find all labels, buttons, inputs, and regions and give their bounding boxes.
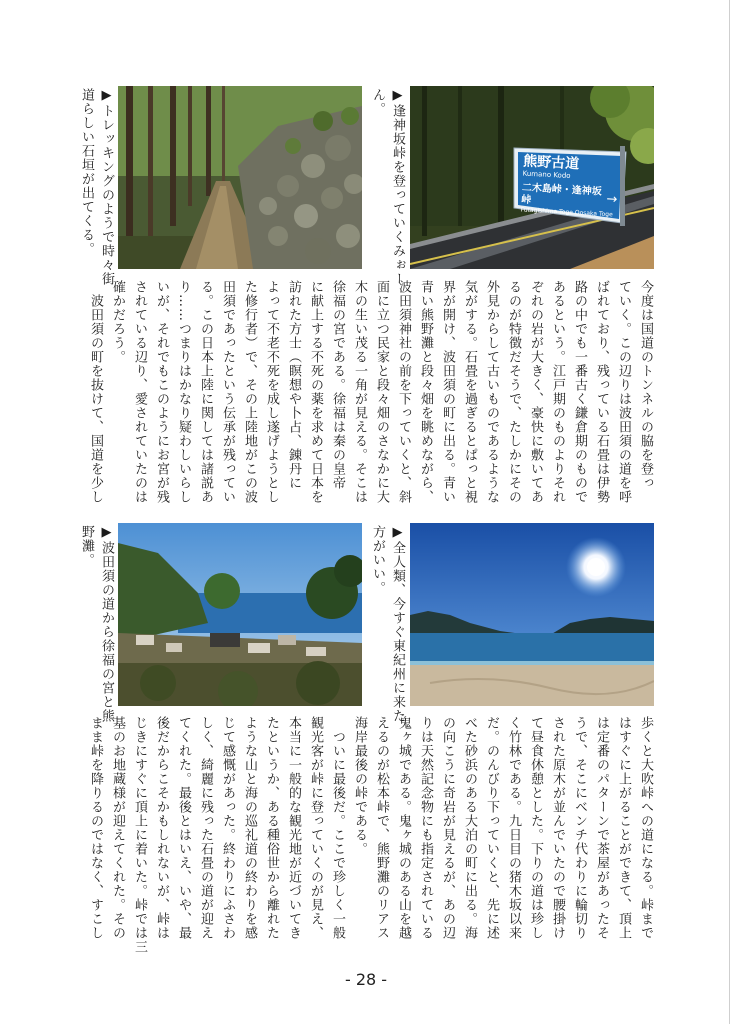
caption-trekking	[76, 88, 116, 286]
sign-destination-romaji: Futagishima Toge Oosaka Toge	[520, 206, 613, 219]
photo-village-sea	[118, 523, 362, 706]
text-line: 海岸最後の峠である。	[352, 716, 367, 856]
text-line: 青い熊野灘と段々畑を眺めながら、	[418, 280, 433, 504]
caption-line: ▶逢神坂峠を登っていくみぉー	[390, 88, 405, 286]
text-line: ような山と海の巡礼道の終わりを感	[242, 716, 257, 940]
text-line: るのが特徴だそうで、たしかにその	[506, 280, 521, 504]
text-line: 面に立つ民家と段々畑のさなかに大	[374, 280, 389, 504]
sign-destination: 二木島峠・逢神坂峠	[520, 182, 603, 206]
text-line: 今度は国道のトンネルの脇を登っ	[638, 280, 653, 490]
photo-beach	[410, 523, 654, 706]
text-line: あるという。江戸期のものよりそれ	[550, 280, 565, 504]
sign-title: 熊野古道	[522, 153, 580, 173]
text-line: ぞれの岩が大きく、豪快に敷いてあ	[528, 280, 543, 504]
text-line: 基のお地蔵様が迎えてくれた。その	[110, 716, 125, 940]
text-line: 木の生い茂る一角が見える。そこは	[352, 280, 367, 504]
text-line: て昼食休憩とした。下りの道は珍し	[528, 716, 543, 940]
text-line: 外見からして古いものであるような	[484, 280, 499, 504]
text-line: じきにすぐに頂上に着いた。峠では三	[132, 716, 147, 954]
caption-line: ▶トレッキングのようで時々街	[99, 88, 114, 286]
text-line: 後だからこそかもしれないが、峠は	[154, 716, 169, 940]
text-line: ていく。この辺りは波田須の道を呼	[616, 280, 631, 504]
text-line: 徐福の宮である。徐福は秦の皇帝	[330, 280, 345, 490]
text-line: 本当に一般的な観光地が近づいてき	[286, 716, 301, 940]
text-line: まま峠を降りるのではなく、すこし	[88, 716, 103, 940]
text-line: 路の中でも一番古く鎌倉期のもので	[572, 280, 587, 504]
text-line: たというか、ある種俗世から離れた	[264, 716, 279, 940]
text-line: 歩くと大吹峠への道になる。峠まで	[638, 716, 653, 940]
text-line: だ。のんびり下っていくと、先に述	[484, 716, 499, 940]
caption-line: 道らしい石垣が出てくる。	[79, 88, 94, 256]
text-line: 気がする。石畳を過ぎるとぱっと視	[462, 280, 477, 504]
text-line: てくれた。最後とはいえ、いや、最	[176, 716, 191, 940]
caption-line: 野灘。	[79, 525, 94, 567]
text-line: しく、綺麗に残った石畳の道が迎え	[198, 716, 213, 940]
text-line: る。この日本上陸に関しては諸説あ	[198, 280, 213, 504]
body-text-lower	[76, 716, 656, 954]
text-line: に献上する不死の薬を求めて日本を	[308, 280, 323, 504]
text-line: ついに最後だ。ここで珍しく一般	[330, 716, 345, 940]
text-line: 鬼ヶ城である。鬼ヶ城のある山を越	[396, 716, 411, 940]
text-line: ばれており、残っている石畳は伊勢	[594, 280, 609, 504]
text-line: された原木が並んでいたので腰掛け	[550, 716, 565, 940]
text-line: 波田須の町を抜けて、国道を少し	[88, 280, 103, 504]
text-line: り……つまりはかなり疑わしいらし	[176, 280, 191, 504]
sign-title-romaji: Kumano Kodo	[522, 169, 571, 181]
text-line: じて感慨があった。終わりにふさわ	[220, 716, 235, 940]
text-line: されている辺り、愛されていたのは	[132, 280, 147, 504]
caption-line: ん。	[370, 88, 385, 116]
text-line: よって不老不死を成し遂げようとし	[264, 280, 279, 504]
caption-beach	[367, 525, 407, 723]
text-line: た修行者）で、その上陸地がこの波	[242, 280, 257, 504]
text-line: えるのが松本峠で、熊野灘のリアス	[374, 716, 389, 940]
page-number: - 28 -	[344, 970, 388, 989]
text-line: く竹林である。九日目の猪木坂以来	[506, 716, 521, 940]
photo-trekking-path	[118, 86, 362, 269]
caption-line: ▶全人類、今すぐ東紀州に来た	[390, 525, 405, 723]
text-line: いが、それでもこのようにお宮が残	[154, 280, 169, 504]
page-edge-line	[729, 0, 730, 1024]
caption-line: 方がいい。	[370, 525, 385, 595]
text-line: 波田須神社の前を下っていくと、斜	[396, 280, 411, 504]
photo-kodo-sign	[410, 86, 654, 269]
caption-pass-climb	[367, 88, 407, 286]
text-line: 観光客が峠に登っていくのが見え、	[308, 716, 323, 940]
caption-village	[76, 525, 116, 723]
text-line: 界が開け、波田須の町に出る。青い	[440, 280, 455, 504]
text-line: の向こうに奇岩が見えるが、あの辺	[440, 716, 455, 940]
text-line: 確かだろう。	[110, 280, 125, 364]
body-text-upper	[76, 280, 656, 514]
caption-line: ▶波田須の道から徐福の宮と熊	[99, 525, 114, 723]
text-line: うで、そこにベンチ代わりに輪切り	[572, 716, 587, 940]
arrow-right-icon: →	[606, 191, 618, 207]
text-line: 訪れた方士（瞑想や卜占、錬丹に	[286, 280, 301, 490]
text-line: は定番のパターンで茶屋があったそ	[594, 716, 609, 940]
text-line: べた砂浜のある大泊の町に出る。海	[462, 716, 477, 940]
text-line: 田須であったという伝承が残ってい	[220, 280, 235, 504]
text-line: はすぐに上がることができて、頂上	[616, 716, 631, 940]
text-line: りは天然記念物にも指定されている	[418, 716, 433, 940]
